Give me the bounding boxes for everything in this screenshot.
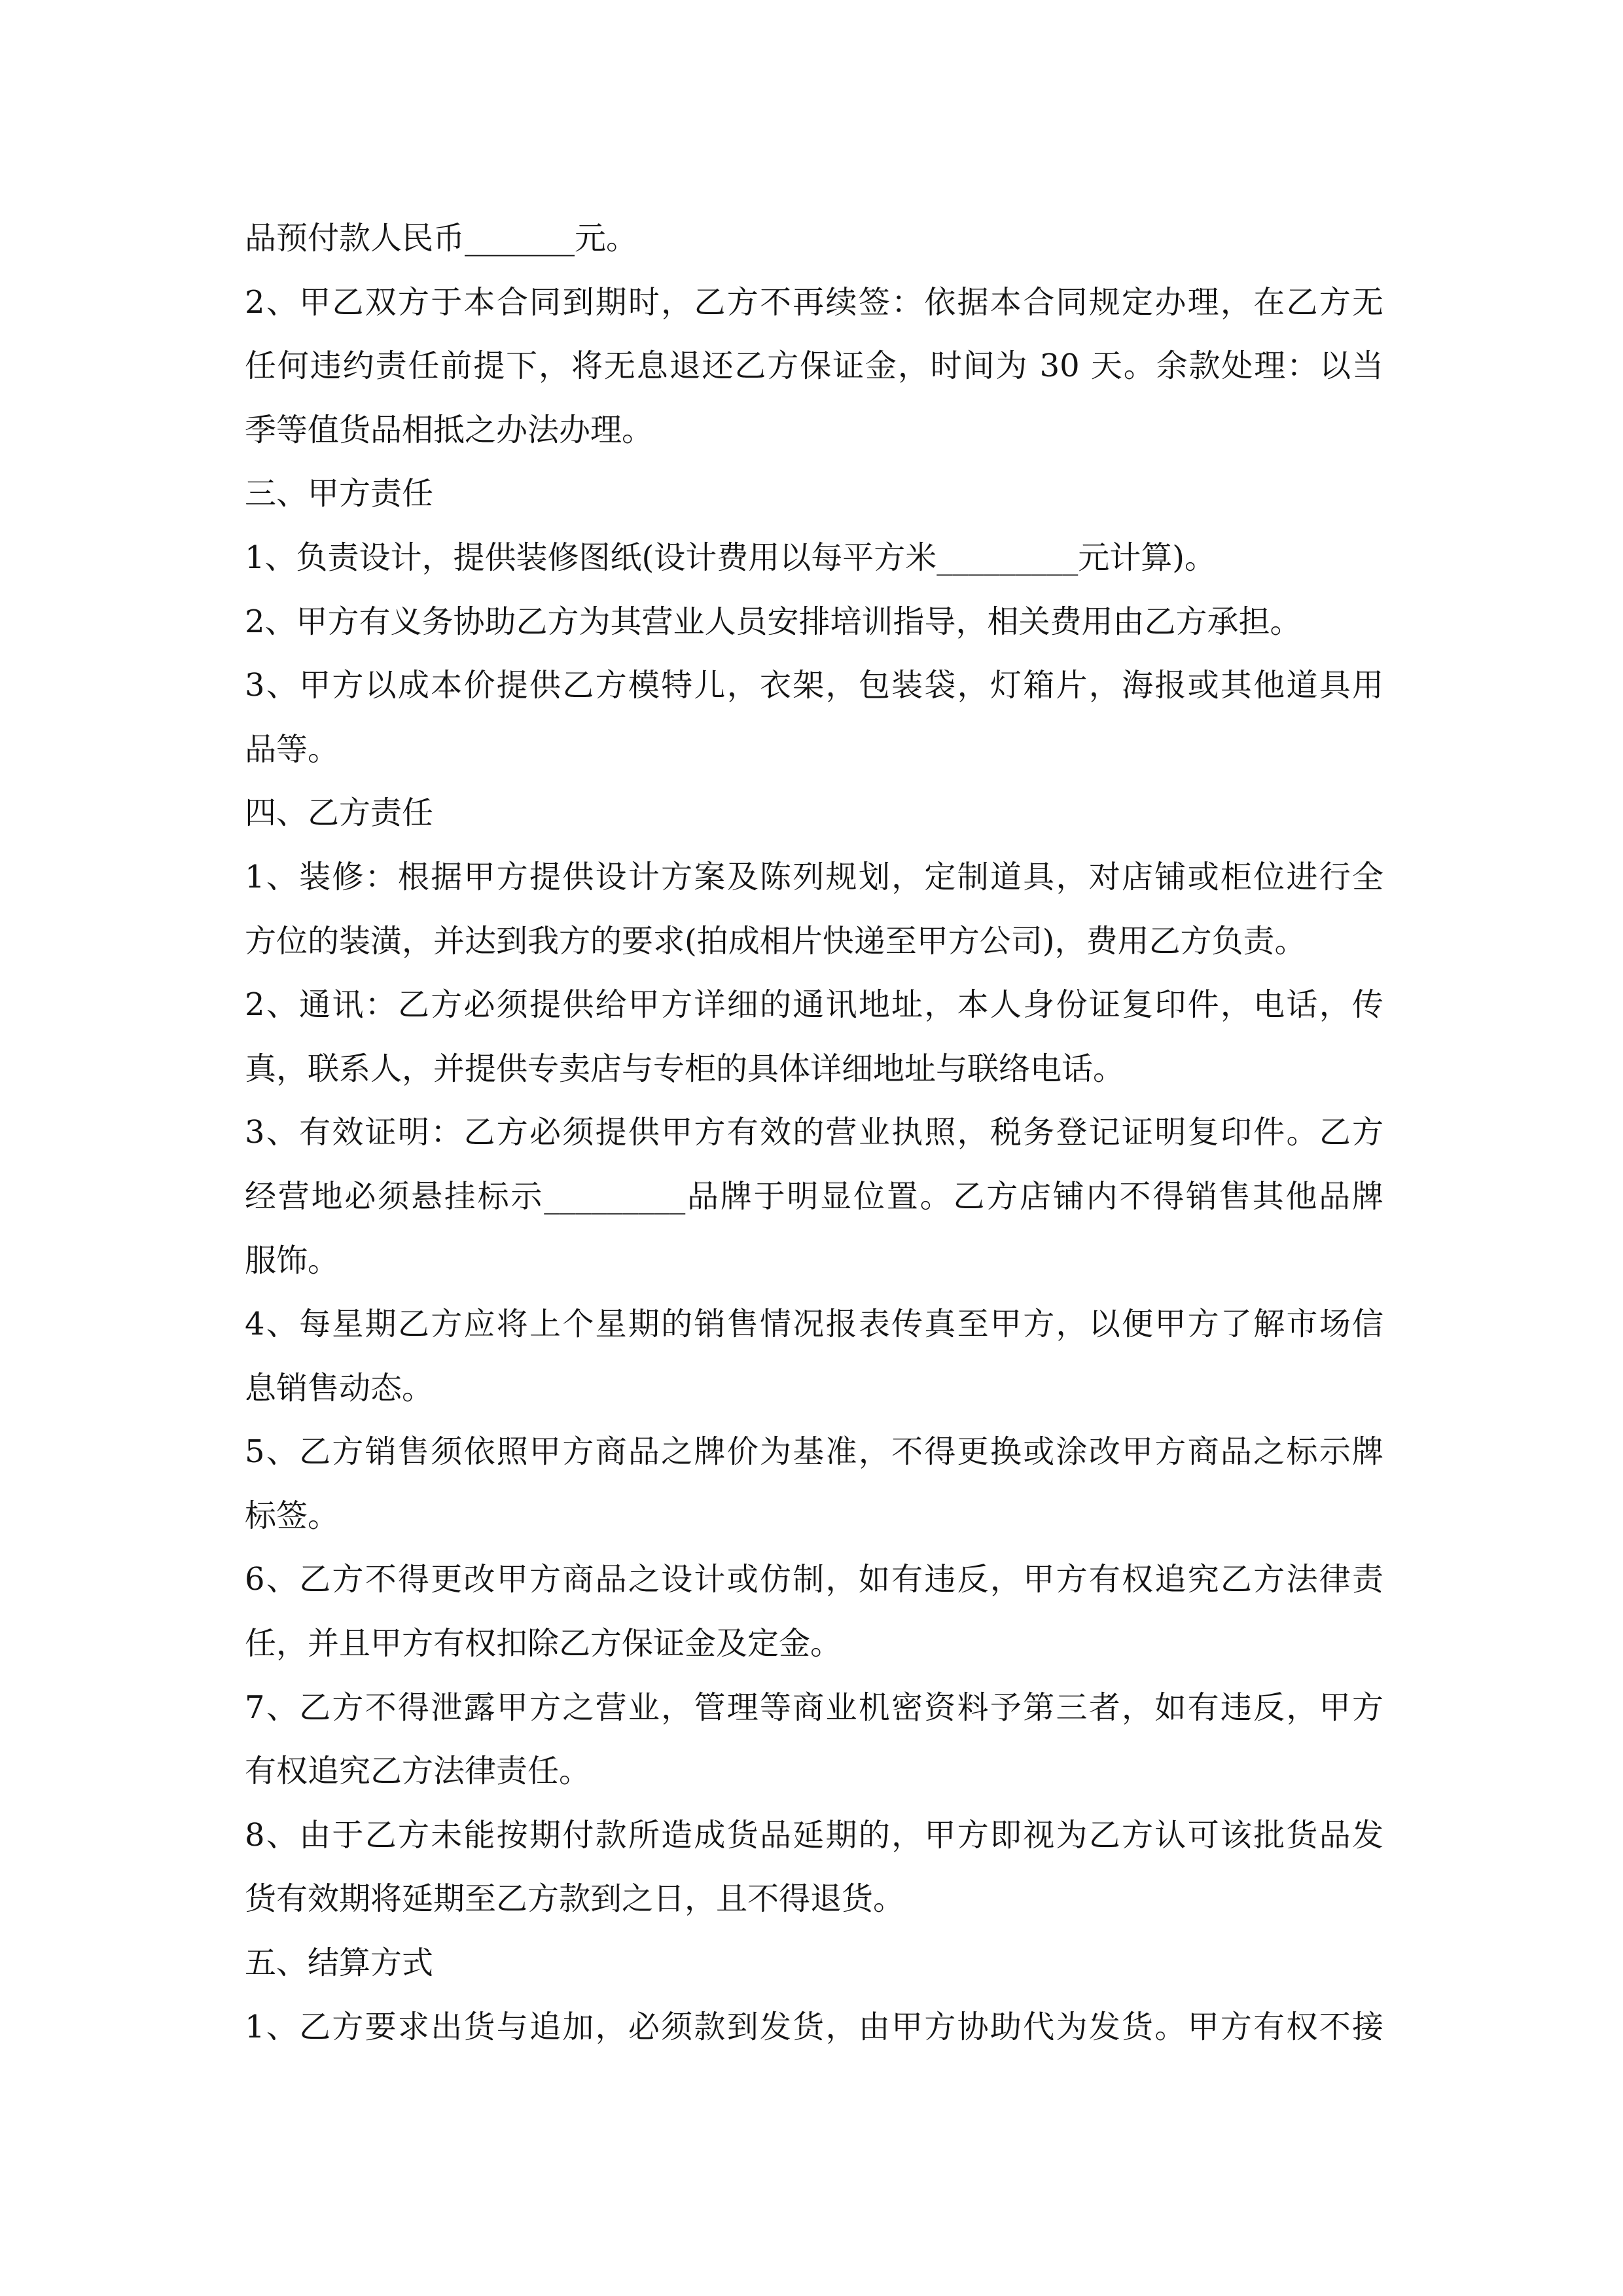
text-line: 3、有效证明：乙方必须提供甲方有效的营业执照，税务登记证明复印件。乙方 [245, 1114, 1383, 1151]
text-line: 品等。 [245, 730, 340, 768]
text-line: 有权追究乙方法律责任。 [245, 1753, 591, 1790]
text-line: 息销售动态。 [245, 1369, 434, 1407]
text-line: 2、甲方有义务协助乙方为其营业人员安排培训指导，相关费用由乙方承担。 [245, 603, 1302, 640]
text-line: 任，并且甲方有权扣除乙方保证金及定金。 [245, 1625, 842, 1662]
text-line: 1、装修：根据甲方提供设计方案及陈列规划，定制道具，对店铺或柜位进行全 [245, 858, 1383, 895]
text-line: 3、甲方以成本价提供乙方模特儿，衣架，包装袋，灯箱片，海报或其他道具用 [245, 667, 1383, 704]
contract-body-text [245, 207, 1383, 2059]
text-line: 货有效期将延期至乙方款到之日，且不得退货。 [245, 1880, 905, 1918]
section-heading: 三、甲方责任 [245, 475, 434, 512]
section-heading: 五、结算方式 [245, 1945, 434, 1982]
text-line: 7、乙方不得泄露甲方之营业，管理等商业机密资料予第三者，如有违反，甲方 [245, 1689, 1383, 1726]
section-heading: 四、乙方责任 [245, 795, 434, 832]
text-line: 1、乙方要求出货与追加，必须款到发货，由甲方协助代为发货。甲方有权不接 [245, 2008, 1383, 2045]
text-line: 任何违约责任前提下，将无息退还乙方保证金，时间为 30 天。余款处理：以当 [245, 348, 1383, 385]
text-line: 5、乙方销售须依照甲方商品之牌价为基准，不得更换或涂改甲方商品之标示牌 [245, 1433, 1383, 1471]
text-line: 品预付款人民币_______元。 [245, 220, 638, 257]
text-line: 服饰。 [245, 1242, 340, 1279]
text-line: 2、通讯：乙方必须提供给甲方详细的通讯地址，本人身份证复印件，电话，传 [245, 986, 1383, 1024]
text-line: 真，联系人，并提供专卖店与专柜的具体详细地址与联络电话。 [245, 1050, 1125, 1087]
text-line: 方位的装潢，并达到我方的要求(拍成相片快递至甲方公司)，费用乙方负责。 [245, 922, 1306, 960]
text-line: 6、乙方不得更改甲方商品之设计或仿制，如有违反，甲方有权追究乙方法律责 [245, 1561, 1383, 1598]
text-line: 2、甲乙双方于本合同到期时，乙方不再续签：依据本合同规定办理，在乙方无 [245, 283, 1383, 321]
text-line: 8、由于乙方未能按期付款所造成货品延期的，甲方即视为乙方认可该批货品发 [245, 1816, 1383, 1854]
text-line: 4、每星期乙方应将上个星期的销售情况报表传真至甲方，以便甲方了解市场信 [245, 1306, 1383, 1343]
text-line: 季等值货品相抵之办法办理。 [245, 411, 654, 448]
text-line: 1、负责设计，提供装修图纸(设计费用以每平方米_________元计算)。 [245, 539, 1216, 576]
text-line: 标签。 [245, 1497, 340, 1534]
text-line: 经营地必须悬挂标示_________品牌于明显位置。乙方店铺内不得销售其他品牌 [245, 1177, 1383, 1215]
